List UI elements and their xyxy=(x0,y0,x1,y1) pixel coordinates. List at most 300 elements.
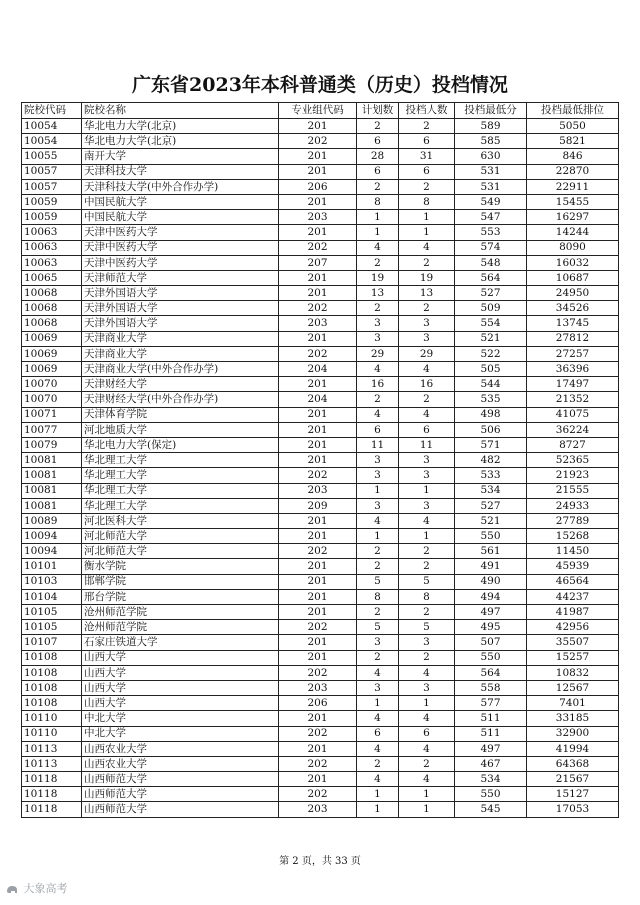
header-school-code: 院校代码 xyxy=(22,103,82,119)
cell-group-code: 202 xyxy=(279,756,357,771)
cell-min-score: 564 xyxy=(455,270,527,285)
header-plan-count: 计划数 xyxy=(357,103,399,119)
cell-school-code: 10094 xyxy=(22,544,82,559)
table-row xyxy=(22,544,619,559)
cell-admitted-count: 2 xyxy=(399,559,455,574)
cell-min-score: 534 xyxy=(455,483,527,498)
cell-admitted-count: 1 xyxy=(399,529,455,544)
cell-school-name: 河北地质大学 xyxy=(82,422,279,437)
table-row xyxy=(22,346,619,361)
cell-school-code: 10065 xyxy=(22,270,82,285)
cell-school-name: 天津中医药大学 xyxy=(82,225,279,240)
cell-min-rank: 17497 xyxy=(527,377,619,392)
cell-min-score: 467 xyxy=(455,756,527,771)
cell-min-score: 495 xyxy=(455,620,527,635)
cell-admitted-count: 3 xyxy=(399,331,455,346)
cell-min-rank: 8090 xyxy=(527,240,619,255)
cell-school-name: 河北师范大学 xyxy=(82,529,279,544)
table-row xyxy=(22,605,619,620)
cell-school-code: 10081 xyxy=(22,468,82,483)
table-row xyxy=(22,741,619,756)
cell-group-code: 206 xyxy=(279,179,357,194)
cell-min-rank: 24933 xyxy=(527,498,619,513)
cell-school-name: 衡水学院 xyxy=(82,559,279,574)
cell-min-rank: 42956 xyxy=(527,620,619,635)
cell-admitted-count: 8 xyxy=(399,589,455,604)
cell-plan-count: 1 xyxy=(357,210,399,225)
cell-group-code: 202 xyxy=(279,620,357,635)
cell-school-code: 10069 xyxy=(22,346,82,361)
cell-plan-count: 3 xyxy=(357,468,399,483)
cell-admitted-count: 6 xyxy=(399,422,455,437)
table-row xyxy=(22,498,619,513)
cell-group-code: 201 xyxy=(279,605,357,620)
cell-school-code: 10108 xyxy=(22,696,82,711)
cell-group-code: 201 xyxy=(279,422,357,437)
cell-admitted-count: 2 xyxy=(399,605,455,620)
table-row xyxy=(22,772,619,787)
cell-min-rank: 10832 xyxy=(527,665,619,680)
cell-plan-count: 3 xyxy=(357,453,399,468)
table-row xyxy=(22,483,619,498)
cell-min-score: 511 xyxy=(455,711,527,726)
cell-min-rank: 33185 xyxy=(527,711,619,726)
cell-min-score: 554 xyxy=(455,316,527,331)
table-row xyxy=(22,711,619,726)
cell-plan-count: 1 xyxy=(357,696,399,711)
cell-school-name: 华北电力大学(北京) xyxy=(82,134,279,149)
cell-school-name: 中北大学 xyxy=(82,726,279,741)
cell-min-score: 550 xyxy=(455,529,527,544)
page-title: 广东省2023年本科普通类（历史）投档情况 xyxy=(132,74,508,96)
cell-admitted-count: 5 xyxy=(399,620,455,635)
table-row xyxy=(22,559,619,574)
cell-plan-count: 4 xyxy=(357,362,399,377)
cell-min-score: 490 xyxy=(455,574,527,589)
cell-group-code: 202 xyxy=(279,346,357,361)
cell-admitted-count: 1 xyxy=(399,225,455,240)
cell-min-rank: 36224 xyxy=(527,422,619,437)
cell-school-code: 10055 xyxy=(22,149,82,164)
cell-school-code: 10105 xyxy=(22,605,82,620)
cell-min-score: 527 xyxy=(455,498,527,513)
cell-school-name: 天津中医药大学 xyxy=(82,255,279,270)
table-row xyxy=(22,331,619,346)
cell-min-rank: 27257 xyxy=(527,346,619,361)
table-row xyxy=(22,179,619,194)
cell-plan-count: 1 xyxy=(357,787,399,802)
cell-plan-count: 2 xyxy=(357,179,399,194)
cell-school-code: 10108 xyxy=(22,665,82,680)
cell-plan-count: 4 xyxy=(357,665,399,680)
cell-group-code: 201 xyxy=(279,559,357,574)
cell-plan-count: 2 xyxy=(357,119,399,134)
cell-min-rank: 10687 xyxy=(527,270,619,285)
cell-plan-count: 11 xyxy=(357,437,399,452)
table-row xyxy=(22,453,619,468)
cell-plan-count: 2 xyxy=(357,301,399,316)
cell-plan-count: 6 xyxy=(357,422,399,437)
cell-admitted-count: 1 xyxy=(399,483,455,498)
cell-school-code: 10070 xyxy=(22,392,82,407)
cell-school-name: 南开大学 xyxy=(82,149,279,164)
cell-min-rank: 22870 xyxy=(527,164,619,179)
cell-plan-count: 2 xyxy=(357,650,399,665)
table-row xyxy=(22,574,619,589)
cell-min-score: 521 xyxy=(455,331,527,346)
cell-group-code: 201 xyxy=(279,194,357,209)
cell-school-code: 10070 xyxy=(22,377,82,392)
cell-plan-count: 3 xyxy=(357,331,399,346)
cell-group-code: 201 xyxy=(279,149,357,164)
cell-school-name: 华北理工大学 xyxy=(82,453,279,468)
cell-admitted-count: 6 xyxy=(399,726,455,741)
cell-group-code: 201 xyxy=(279,513,357,528)
cell-min-score: 535 xyxy=(455,392,527,407)
cell-group-code: 201 xyxy=(279,119,357,134)
cell-min-rank: 7401 xyxy=(527,696,619,711)
cell-plan-count: 3 xyxy=(357,498,399,513)
cell-school-code: 10054 xyxy=(22,119,82,134)
cell-school-code: 10118 xyxy=(22,787,82,802)
cell-admitted-count: 2 xyxy=(399,392,455,407)
table-row xyxy=(22,529,619,544)
cell-school-name: 华北电力大学(保定) xyxy=(82,437,279,452)
cell-group-code: 206 xyxy=(279,696,357,711)
table-header-row xyxy=(22,103,619,119)
cell-group-code: 202 xyxy=(279,726,357,741)
cell-min-rank: 35507 xyxy=(527,635,619,650)
cell-school-code: 10068 xyxy=(22,286,82,301)
cell-group-code: 201 xyxy=(279,407,357,422)
cell-plan-count: 2 xyxy=(357,392,399,407)
cell-plan-count: 2 xyxy=(357,559,399,574)
table-body xyxy=(22,119,619,818)
cell-group-code: 201 xyxy=(279,286,357,301)
cell-min-rank: 45939 xyxy=(527,559,619,574)
cell-min-rank: 21923 xyxy=(527,468,619,483)
cell-group-code: 201 xyxy=(279,574,357,589)
table-row xyxy=(22,270,619,285)
cell-min-score: 522 xyxy=(455,346,527,361)
cell-plan-count: 6 xyxy=(357,134,399,149)
header-group-code: 专业组代码 xyxy=(279,103,357,119)
cell-school-code: 10094 xyxy=(22,529,82,544)
table-row xyxy=(22,802,619,817)
cell-min-rank: 12567 xyxy=(527,680,619,695)
cell-school-code: 10103 xyxy=(22,574,82,589)
cell-admitted-count: 1 xyxy=(399,210,455,225)
cell-school-code: 10081 xyxy=(22,483,82,498)
cell-min-score: 509 xyxy=(455,301,527,316)
cell-admitted-count: 3 xyxy=(399,468,455,483)
cell-group-code: 201 xyxy=(279,650,357,665)
table-row xyxy=(22,620,619,635)
table-row xyxy=(22,255,619,270)
table-row xyxy=(22,635,619,650)
cell-admitted-count: 5 xyxy=(399,574,455,589)
cell-school-name: 山西大学 xyxy=(82,665,279,680)
cell-group-code: 201 xyxy=(279,711,357,726)
cell-admitted-count: 2 xyxy=(399,119,455,134)
cell-plan-count: 4 xyxy=(357,407,399,422)
cell-group-code: 201 xyxy=(279,331,357,346)
cell-min-score: 498 xyxy=(455,407,527,422)
cell-school-name: 中国民航大学 xyxy=(82,210,279,225)
cell-group-code: 204 xyxy=(279,362,357,377)
cell-group-code: 201 xyxy=(279,635,357,650)
cell-school-name: 山西大学 xyxy=(82,680,279,695)
cell-min-score: 548 xyxy=(455,255,527,270)
table-row xyxy=(22,362,619,377)
cell-school-name: 沧州师范学院 xyxy=(82,620,279,635)
cell-min-score: 497 xyxy=(455,741,527,756)
cell-min-rank: 5050 xyxy=(527,119,619,134)
cell-min-score: 507 xyxy=(455,635,527,650)
cell-min-rank: 15268 xyxy=(527,529,619,544)
cell-min-score: 574 xyxy=(455,240,527,255)
cell-plan-count: 1 xyxy=(357,483,399,498)
table-row xyxy=(22,134,619,149)
cell-group-code: 201 xyxy=(279,772,357,787)
cell-admitted-count: 2 xyxy=(399,650,455,665)
cell-min-score: 564 xyxy=(455,665,527,680)
table-row xyxy=(22,680,619,695)
cell-min-rank: 27789 xyxy=(527,513,619,528)
cell-min-rank: 5821 xyxy=(527,134,619,149)
cell-min-rank: 41994 xyxy=(527,741,619,756)
page-footer: 第 2 页，共 33 页 xyxy=(279,856,361,867)
cell-plan-count: 2 xyxy=(357,605,399,620)
cell-school-code: 10059 xyxy=(22,210,82,225)
cell-min-rank: 13745 xyxy=(527,316,619,331)
cell-school-name: 天津商业大学 xyxy=(82,331,279,346)
table-row xyxy=(22,286,619,301)
cell-plan-count: 3 xyxy=(357,635,399,650)
cell-min-rank: 64368 xyxy=(527,756,619,771)
cell-min-rank: 11450 xyxy=(527,544,619,559)
cell-min-score: 571 xyxy=(455,437,527,452)
cell-plan-count: 4 xyxy=(357,513,399,528)
watermark-text: 大象高考 xyxy=(23,882,68,895)
cell-group-code: 201 xyxy=(279,270,357,285)
cell-admitted-count: 4 xyxy=(399,240,455,255)
cell-min-score: 585 xyxy=(455,134,527,149)
table-row xyxy=(22,164,619,179)
cell-admitted-count: 16 xyxy=(399,377,455,392)
cell-group-code: 202 xyxy=(279,787,357,802)
cell-min-score: 561 xyxy=(455,544,527,559)
cell-min-score: 577 xyxy=(455,696,527,711)
cell-school-name: 天津体育学院 xyxy=(82,407,279,422)
cell-admitted-count: 3 xyxy=(399,316,455,331)
cell-school-code: 10068 xyxy=(22,301,82,316)
cell-school-name: 天津外国语大学 xyxy=(82,286,279,301)
cell-min-rank: 846 xyxy=(527,149,619,164)
cell-min-score: 505 xyxy=(455,362,527,377)
cell-min-score: 544 xyxy=(455,377,527,392)
cell-school-code: 10063 xyxy=(22,255,82,270)
cell-plan-count: 2 xyxy=(357,255,399,270)
elephant-logo-icon xyxy=(6,884,18,894)
cell-admitted-count: 19 xyxy=(399,270,455,285)
table-row xyxy=(22,589,619,604)
cell-school-name: 华北电力大学(北京) xyxy=(82,119,279,134)
cell-plan-count: 5 xyxy=(357,574,399,589)
admission-table xyxy=(21,102,619,818)
cell-school-name: 天津中医药大学 xyxy=(82,240,279,255)
cell-plan-count: 19 xyxy=(357,270,399,285)
cell-school-code: 10110 xyxy=(22,711,82,726)
cell-school-code: 10063 xyxy=(22,240,82,255)
cell-school-name: 山西大学 xyxy=(82,650,279,665)
cell-school-code: 10108 xyxy=(22,650,82,665)
cell-admitted-count: 3 xyxy=(399,680,455,695)
table-row xyxy=(22,392,619,407)
cell-school-code: 10068 xyxy=(22,316,82,331)
cell-min-rank: 46564 xyxy=(527,574,619,589)
cell-min-rank: 36396 xyxy=(527,362,619,377)
table-row xyxy=(22,407,619,422)
cell-school-code: 10054 xyxy=(22,134,82,149)
cell-group-code: 203 xyxy=(279,680,357,695)
cell-min-rank: 8727 xyxy=(527,437,619,452)
cell-min-score: 558 xyxy=(455,680,527,695)
table-row xyxy=(22,726,619,741)
cell-school-code: 10081 xyxy=(22,498,82,513)
header-admitted-count: 投档人数 xyxy=(399,103,455,119)
cell-min-score: 527 xyxy=(455,286,527,301)
cell-min-rank: 22911 xyxy=(527,179,619,194)
cell-admitted-count: 2 xyxy=(399,179,455,194)
cell-min-score: 497 xyxy=(455,605,527,620)
cell-admitted-count: 4 xyxy=(399,665,455,680)
table-row xyxy=(22,787,619,802)
cell-admitted-count: 2 xyxy=(399,301,455,316)
cell-school-name: 天津商业大学(中外合作办学) xyxy=(82,362,279,377)
cell-plan-count: 2 xyxy=(357,756,399,771)
cell-min-score: 531 xyxy=(455,164,527,179)
table-row xyxy=(22,756,619,771)
cell-school-name: 山西大学 xyxy=(82,696,279,711)
cell-min-score: 534 xyxy=(455,772,527,787)
cell-school-name: 山西农业大学 xyxy=(82,741,279,756)
cell-school-code: 10118 xyxy=(22,772,82,787)
cell-school-name: 沧州师范学院 xyxy=(82,605,279,620)
cell-admitted-count: 29 xyxy=(399,346,455,361)
cell-min-rank: 15455 xyxy=(527,194,619,209)
cell-plan-count: 3 xyxy=(357,680,399,695)
cell-plan-count: 4 xyxy=(357,772,399,787)
table-row xyxy=(22,210,619,225)
cell-plan-count: 3 xyxy=(357,316,399,331)
cell-min-score: 553 xyxy=(455,225,527,240)
cell-group-code: 203 xyxy=(279,802,357,817)
cell-school-code: 10113 xyxy=(22,756,82,771)
cell-school-name: 山西师范大学 xyxy=(82,772,279,787)
header-min-score: 投档最低分 xyxy=(455,103,527,119)
cell-plan-count: 13 xyxy=(357,286,399,301)
cell-min-rank: 52365 xyxy=(527,453,619,468)
cell-group-code: 201 xyxy=(279,437,357,452)
cell-school-name: 中国民航大学 xyxy=(82,194,279,209)
cell-school-code: 10069 xyxy=(22,331,82,346)
cell-admitted-count: 2 xyxy=(399,756,455,771)
cell-school-name: 河北师范大学 xyxy=(82,544,279,559)
cell-group-code: 202 xyxy=(279,301,357,316)
cell-admitted-count: 3 xyxy=(399,453,455,468)
cell-min-score: 491 xyxy=(455,559,527,574)
cell-admitted-count: 4 xyxy=(399,362,455,377)
cell-min-rank: 21352 xyxy=(527,392,619,407)
cell-school-name: 天津外国语大学 xyxy=(82,316,279,331)
cell-plan-count: 4 xyxy=(357,240,399,255)
cell-plan-count: 2 xyxy=(357,544,399,559)
cell-group-code: 201 xyxy=(279,377,357,392)
cell-school-code: 10059 xyxy=(22,194,82,209)
cell-min-rank: 15127 xyxy=(527,787,619,802)
cell-min-score: 521 xyxy=(455,513,527,528)
cell-school-name: 山西师范大学 xyxy=(82,787,279,802)
cell-group-code: 201 xyxy=(279,589,357,604)
cell-admitted-count: 6 xyxy=(399,164,455,179)
cell-plan-count: 28 xyxy=(357,149,399,164)
cell-plan-count: 5 xyxy=(357,620,399,635)
cell-min-rank: 21567 xyxy=(527,772,619,787)
cell-school-name: 邯郸学院 xyxy=(82,574,279,589)
cell-min-rank: 34526 xyxy=(527,301,619,316)
cell-min-rank: 17053 xyxy=(527,802,619,817)
cell-plan-count: 8 xyxy=(357,194,399,209)
cell-school-name: 天津科技大学 xyxy=(82,164,279,179)
cell-admitted-count: 3 xyxy=(399,498,455,513)
cell-min-score: 549 xyxy=(455,194,527,209)
cell-group-code: 203 xyxy=(279,483,357,498)
watermark xyxy=(6,880,68,896)
cell-school-code: 10079 xyxy=(22,437,82,452)
cell-school-code: 10071 xyxy=(22,407,82,422)
cell-min-score: 547 xyxy=(455,210,527,225)
cell-school-code: 10089 xyxy=(22,513,82,528)
cell-min-rank: 32900 xyxy=(527,726,619,741)
cell-group-code: 202 xyxy=(279,544,357,559)
cell-school-name: 华北理工大学 xyxy=(82,498,279,513)
cell-plan-count: 6 xyxy=(357,726,399,741)
cell-min-rank: 27812 xyxy=(527,331,619,346)
cell-admitted-count: 2 xyxy=(399,255,455,270)
cell-group-code: 202 xyxy=(279,134,357,149)
cell-admitted-count: 4 xyxy=(399,407,455,422)
cell-school-code: 10118 xyxy=(22,802,82,817)
cell-plan-count: 1 xyxy=(357,529,399,544)
cell-min-score: 545 xyxy=(455,802,527,817)
cell-school-name: 天津商业大学 xyxy=(82,346,279,361)
cell-group-code: 201 xyxy=(279,453,357,468)
cell-min-score: 506 xyxy=(455,422,527,437)
table-row xyxy=(22,316,619,331)
table-row xyxy=(22,468,619,483)
table-row xyxy=(22,650,619,665)
cell-school-name: 河北医科大学 xyxy=(82,513,279,528)
cell-group-code: 203 xyxy=(279,316,357,331)
header-school-name: 院校名称 xyxy=(82,103,279,119)
cell-admitted-count: 8 xyxy=(399,194,455,209)
cell-group-code: 204 xyxy=(279,392,357,407)
table-row xyxy=(22,437,619,452)
cell-school-code: 10104 xyxy=(22,589,82,604)
cell-admitted-count: 3 xyxy=(399,635,455,650)
cell-school-name: 山西农业大学 xyxy=(82,756,279,771)
